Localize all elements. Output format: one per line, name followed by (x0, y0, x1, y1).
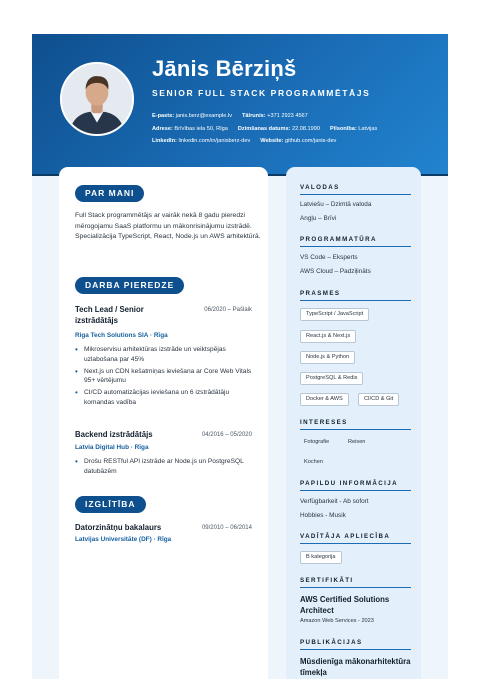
citizenship-value: Latvijas (358, 125, 378, 132)
section-divider (300, 194, 411, 195)
phone-label: Tālrunis: (242, 113, 266, 119)
person-avatar-icon (62, 64, 132, 134)
interest-tag: Fotografie (304, 439, 330, 445)
job-2-bullets (75, 457, 255, 479)
additional-item: Verfügbarkeit - Ab sofort (300, 498, 369, 505)
certificate-issuer: Amazon Web Services - 2023 (300, 618, 374, 624)
skill-tag: Docker & AWS (300, 393, 349, 406)
interests-title: INTERESES (300, 419, 348, 426)
citizenship-label: Pilsonība: (330, 125, 357, 132)
phone-value[interactable]: +371 2923 4567 (267, 113, 308, 119)
software-item: AWS Cloud – Padziļināts (300, 268, 371, 275)
linkedin-link[interactable]: linkedin.com/in/janisberz-dev (178, 138, 251, 144)
website-link[interactable]: github.com/janis-dev (285, 138, 337, 144)
job-1-company: Riga Tech Solutions SIA · Rīga (75, 332, 168, 339)
list-item: • Drošu RESTful API izstrāde ar Node.js un PostgreSQL datubāzēm (75, 457, 255, 477)
certificates-title: SERTIFIKĀTI (300, 577, 354, 584)
additional-item: Hobbies - Musik (300, 512, 346, 519)
skill-tag: CI/CD & Git (358, 393, 399, 406)
dob-label: Dzimšanas datums: (237, 125, 291, 132)
website-label: Website: (260, 138, 284, 144)
education-school: Latvijas Universitāte (DF) · Rīga (75, 536, 172, 543)
education-heading: IZGLĪTĪBA (75, 496, 146, 513)
profile-photo (60, 62, 134, 136)
full-name: Jānis Bērziņš (152, 56, 297, 81)
experience-heading: DARBA PIEREDZE (75, 277, 184, 294)
job-2-dates: 04/2016 – 05/2020 (201, 432, 252, 438)
about-text: Full Stack programmētājs ar vairāk nekā 8 gadu pieredzi mērogojamu SaaS platformu un mākonrisinājumu izstrādē. Specializācija TypeScript, React, Node.js un AWS arhitektūrā. (75, 212, 261, 240)
job-2-title: Backend izstrādātājs (75, 430, 153, 439)
section-divider (300, 587, 411, 588)
languages-title: VALODAS (300, 184, 340, 191)
section-divider (300, 543, 411, 544)
education-degree: Datorzinātņu bakalaurs (75, 523, 162, 532)
email-value[interactable]: janis.berz@example.lv (175, 113, 232, 119)
skill-tag: Node.js & Python (300, 351, 355, 364)
license-tag: B kategorija (300, 551, 342, 564)
job-1-dates: 06/2020 – Pašlaik (204, 307, 252, 313)
section-divider (300, 490, 411, 491)
job-2-company: Latvia Digital Hub · Rīga (75, 444, 149, 451)
job-title: SENIOR FULL STACK PROGRAMMĒTĀJS (152, 88, 371, 98)
section-divider (300, 246, 411, 247)
publication-name: Mūsdienīga mākonarhitektūra tīmekļa (300, 657, 411, 677)
skill-tag: TypeScript / JavaScript (300, 308, 369, 321)
publications-title: PUBLIKĀCIJAS (300, 639, 363, 646)
language-item: Latviešu – Dzimtā valoda (300, 201, 372, 208)
skill-tag: PostgreSQL & Redis (300, 372, 363, 385)
interest-tag: Kochen (304, 459, 323, 465)
list-item: • Mikroservisu arhitektūras izstrāde un veiktspējas uzlabošana par 45% (75, 345, 255, 365)
interest-tag: Reisen (348, 439, 366, 445)
address-label: Adrese: (152, 125, 173, 132)
skills-title: PRASMES (300, 290, 341, 297)
section-divider (300, 300, 411, 301)
address-value: Brīvības iela 50, Rīga (174, 125, 228, 132)
section-divider (300, 649, 411, 650)
list-item: • CI/CD automatizācijas ieviešana un 6 izstrādātāju komandas vadība (75, 388, 255, 408)
list-item: • Next.js un CDN kešatmiņas ieviešana ar Core Web Vitals 95+ vērtējumu (75, 367, 255, 387)
certificate-name: AWS Certified Solutions Architect (300, 595, 390, 615)
resume-header (32, 34, 448, 174)
language-item: Angļu – Brīvi (300, 215, 337, 222)
contact-info (152, 110, 442, 148)
job-1-bullets (75, 345, 255, 410)
additional-info-title: PAPILDU INFORMĀCIJA (300, 480, 398, 487)
skill-tag: React.js & Next.js (300, 330, 356, 343)
section-divider (300, 429, 411, 430)
main-column (59, 167, 268, 679)
education-dates: 09/2010 – 06/2014 (201, 525, 252, 531)
job-1-title: Tech Lead / Senior izstrādātājs (75, 305, 144, 325)
linkedin-label: LinkedIn: (152, 138, 177, 144)
programming-title: PROGRAMMATŪRA (300, 236, 377, 243)
sidebar (286, 167, 421, 679)
license-title: VADĪTĀJA APLIECĪBA (300, 533, 391, 540)
about-heading: PAR MANI (75, 185, 144, 202)
software-item: VS Code – Eksperts (300, 254, 358, 261)
dob-value: 22.08.1990 (292, 125, 320, 132)
email-label: E-pasts: (152, 113, 175, 119)
